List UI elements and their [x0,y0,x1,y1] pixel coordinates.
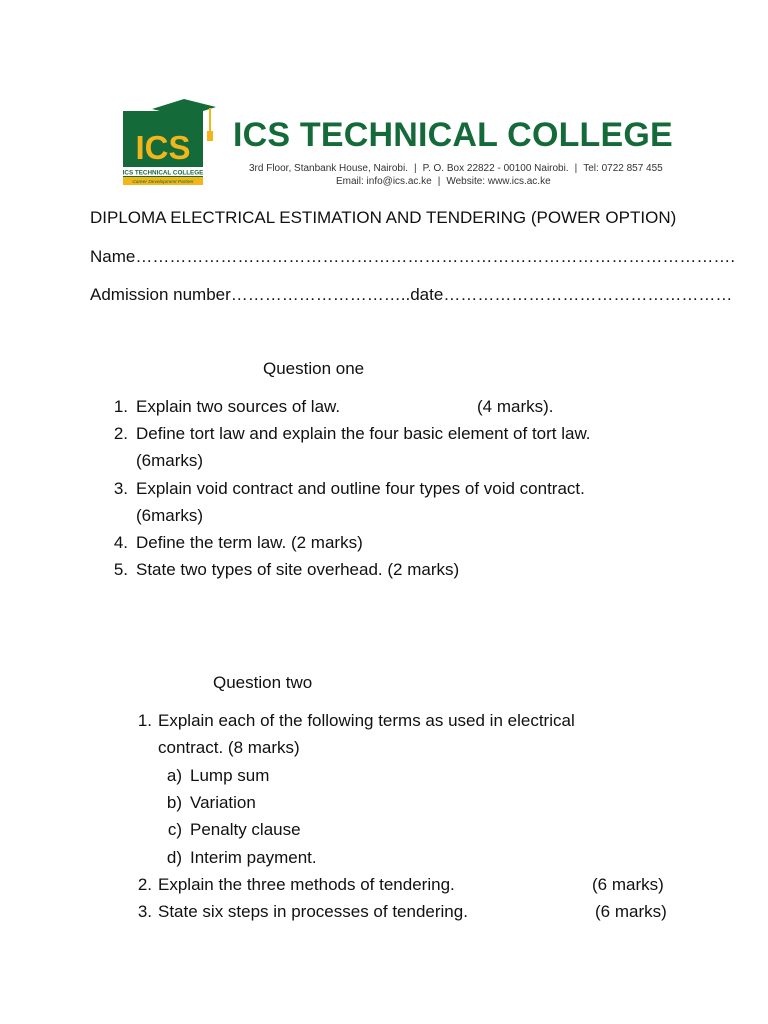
sub-item-text: Penalty clause [190,820,301,839]
website-text: Website: www.ics.ac.ke [446,176,551,187]
list-item-text: State six steps in processes of tendering. [158,902,468,921]
sub-item-label: a) [166,766,182,785]
list-item-number: 1. [137,711,152,730]
list-item-number: 4. [113,533,128,552]
question-one-heading: Question one [263,359,365,378]
list-item-number: 3. [137,902,152,921]
list-item-text: Explain the three methods of tendering. [158,875,455,894]
sub-item-text: Interim payment. [190,848,317,867]
sub-item-text: Lump sum [190,766,270,785]
marks-label: (6marks) [136,451,204,470]
list-item-text: State two types of site overhead. (2 marks) [136,560,460,579]
list-item-text: Define the term law. (2 marks) [136,533,363,552]
contact-line-address: 3rd Floor, Stanbank House, Nairobi. | P. O. Box 22822 - 00100 Nairobi. | Tel: 0722 857 455 [249,163,663,174]
email-text: Email: info@ics.ac.ke [336,176,432,187]
list-item-text: Explain two sources of law. [136,397,341,416]
sub-item-label: d) [166,848,182,867]
list-item-number: 2. [137,875,152,894]
po-box-text: P. O. Box 22822 - 00100 Nairobi. [422,163,569,174]
name-field-line: Name……………………………………………………………………………………………. [90,247,736,266]
list-item-text-continued: contract. (8 marks) [158,738,300,757]
sub-item-label: c) [167,820,182,839]
marks-label: (6 marks) [592,875,664,894]
logo-caption: ICS TECHNICAL COLLEGE [122,169,204,177]
telephone-text: Tel: 0722 857 455 [583,163,663,174]
list-item-number: 2. [113,424,128,443]
list-item-text: Explain void contract and outline four types of void contract. [136,479,585,498]
college-logo [122,97,218,189]
list-item-number: 5. [113,560,128,579]
list-item-text: Explain each of the following terms as used in electrical [158,711,575,730]
marks-label: (4 marks). [477,397,554,416]
college-name: ICS TECHNICAL COLLEGE [233,116,673,154]
marks-label: (6marks) [136,506,204,525]
sub-item-text: Variation [190,793,256,812]
marks-label: (6 marks) [595,902,667,921]
contact-line-web: Email: info@ics.ac.ke | Website: www.ics.ac.ke [336,176,551,187]
admission-date-field-line: Admission number…………………………..date…………………………………………… [90,285,733,304]
list-item-number: 1. [113,397,128,416]
list-item-text: Define tort law and explain the four basic element of tort law. [136,424,591,443]
list-item-number: 3. [113,479,128,498]
logo-letters: ICS [135,129,191,166]
document-title: DIPLOMA ELECTRICAL ESTIMATION AND TENDERING (POWER OPTION) [90,208,677,227]
sub-item-label: b) [166,793,182,812]
question-two-heading: Question two [213,673,313,692]
logo-tagline: Career Development Partner [132,180,194,185]
address-text: 3rd Floor, Stanbank House, Nairobi. [249,163,408,174]
